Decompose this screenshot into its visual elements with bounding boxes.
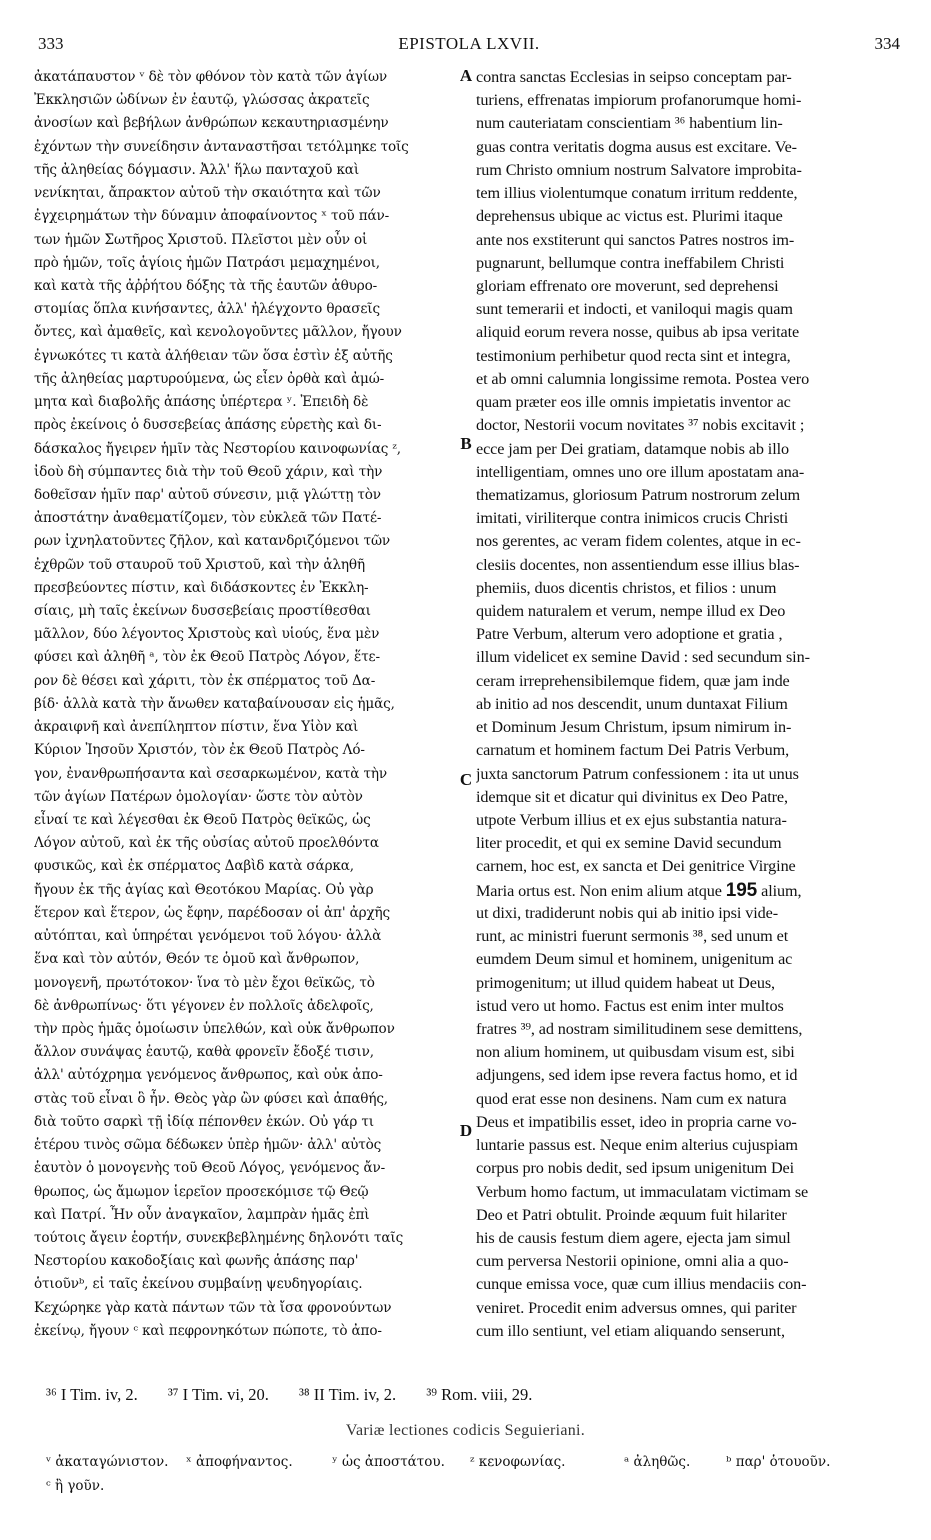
greek-line: ἕτερον καὶ ἕτερον, ὡς ἔφην, παρέδοσαν οἱ ἀπ' ἀρχῆς (34, 904, 391, 921)
greek-line: πρὸς ἐκείνοις ὁ δυσσεβείας ἁπάσης εὑρετὴς καὶ δι- (34, 417, 382, 434)
greek-line: στομίας ὅπλα κινήσαντες, ἀλλ' ἠλέγχοντο θρασεῖς (34, 301, 380, 318)
greek-line: φυσικῶς, καὶ ἐκ σπέρματος Δαβὶδ κατὰ σάρκα, (34, 858, 354, 875)
latin-line: istud vero ut homo. Factus est enim inter multos (476, 996, 784, 1015)
greek-line: τούτοις ἄγειν ἑορτήν, συνεκβεβλημένης δηλονότι ταῖς (34, 1229, 404, 1246)
latin-line: intelligentiam, omnes uno ore illum apostatam ana- (476, 462, 805, 481)
variant-reading: ᵇ παρ' ὁτουοῦν. (726, 1454, 831, 1470)
greek-line: νενίκηται, ἄπρακτον αὐτοῦ τὴν σκαιότητα καὶ τῶν (34, 185, 381, 202)
greek-line: ἐχθρῶν τοῦ σταυροῦ τοῦ Χριστοῦ, καὶ τὴν ἀληθῆ (34, 556, 365, 573)
latin-line: carnatum et hominem factum Dei Patris Verbum, (476, 741, 790, 760)
latin-line: ceram irreprehensibilemque fidem, quæ jam inde (476, 671, 790, 690)
greek-line: ἰδοὺ δὴ σύμπαντες διὰ τὴν τοῦ Θεοῦ χάριν, καὶ τὴν (34, 463, 383, 480)
latin-line: doctor, Nestorii vocum novitates ³⁷ nobis excitavit ; (476, 416, 805, 435)
latin-line: nos gerentes, ac veram fidem colentes, atque in ec- (476, 532, 801, 551)
greek-line: ὄντες, καὶ ἀμαθεῖς, καὶ κενολογοῦντες μᾶλλον, ἤγουν (34, 324, 402, 341)
variant-reading: ᶻ κενοφωνίας. (470, 1454, 566, 1470)
page-number-right: 334 (874, 34, 900, 53)
latin-line: cum illo sentiunt, vel etiam aliquando senserunt, (476, 1321, 785, 1340)
variant-reading: ˣ ἀποφήναντος. (186, 1454, 293, 1470)
greek-line: ἀκατάπαυστον ᵛ δὲ τὸν φθόνον τὸν κατὰ τῶν ἁγίων (34, 69, 388, 85)
greek-line: τῆς ἀληθείας δόγμασιν. Ἀλλ' ἥλω πανταχοῦ καὶ (34, 161, 359, 178)
latin-line: Patre Verbum, alterum vero adoptione et gratia , (476, 625, 783, 644)
greek-line: εἶναί τε καὶ λέγεσθαι ἐκ Θεοῦ Πατρὸς θεϊκῶς, ὡς (34, 812, 371, 828)
greek-line: ρων ἰχνηλατοῦντες ζῆλον, καὶ κατανδριζόμενοι τῶν (34, 533, 391, 550)
scripture-ref: ³⁷ I Tim. vi, 20. (167, 1385, 269, 1404)
greek-line: αὐτόπται, καὶ ὑπηρέται γενόμενοι τοῦ λόγου· ἀλλὰ (34, 928, 382, 945)
latin-line: rum Christo omnium nostrum Salvatore improbita- (476, 160, 802, 179)
greek-line: ἐγνωκότες τι κατὰ ἀλήθειαν τῶν ὅσα ἐστὶν ἐξ αὐτῆς (34, 347, 393, 364)
greek-line: θρωπος, ὡς ἄμωμον ἱερεῖον προσεκόμισε τῷ Θεῷ (34, 1183, 369, 1200)
variant-readings-list (46, 1454, 896, 1476)
latin-line: corpus pro nobis dedit, sed ipsum unigenitum Dei (476, 1159, 795, 1178)
greek-line: μονογενῆ, πρωτότοκον· ἵνα τὸ μὲν ἔχοι θεϊκῶς, τὸ (34, 974, 375, 991)
latin-line: his de causis festum diem agere, ejecta jam simul (476, 1228, 791, 1247)
variant-readings-title: Variæ lectiones codicis Seguieriani. (345, 1422, 586, 1439)
latin-line: guas contra veritatis dogma ausus est excitare. Ve- (476, 137, 797, 156)
greek-line: καὶ Πατρί. Ἦν οὖν ἀναγκαῖον, λαμπρὰν ἡμᾶς ἐπὶ (34, 1206, 370, 1223)
page-header (38, 34, 900, 58)
latin-line: Deus et impatibilis esset, ideo in propria carne vo- (476, 1112, 797, 1131)
greek-line: μᾶλλον, δύο λέγοντος Χριστοὺς καὶ υἱούς, ἕνα μὲν (34, 626, 380, 643)
greek-line: Κεχώρηκε γὰρ κατὰ πάντων τῶν τὰ ἴσα φρονούντων (34, 1299, 392, 1316)
latin-line: Verbum homo factum, ut immaculatam victimam se (476, 1182, 809, 1201)
greek-line: μητα καὶ διαβολῆς ἁπάσης ὑπέρτερα ʸ. Ἐπειδὴ δὲ (34, 394, 369, 411)
latin-line: ab initio ad nos descendit, unum duntaxat Filium (476, 694, 788, 713)
latin-line: ut dixi, tradiderunt nobis qui ab initio ipsi vide- (476, 903, 778, 922)
latin-line: phemiis, duos dicentis christos, et filios : unum (476, 578, 777, 597)
scripture-references (46, 1385, 876, 1405)
greek-line: ἤγουν ἐκ τῆς ἁγίας καὶ Θεοτόκου Μαρίας. Οὐ γὰρ (34, 881, 374, 898)
greek-line: ρον δὲ θέσει καὶ χάριτι, τὸν ἐκ σπέρματος τοῦ Δα- (34, 672, 376, 689)
latin-text-column (476, 66, 896, 1343)
latin-line: contra sanctas Ecclesias in seipso conceptam par- (476, 68, 792, 86)
greek-line: φύσει καὶ ἀληθῆ ᵃ, τὸν ἐκ Θεοῦ Πατρὸς Λόγον, ἕτε- (34, 649, 380, 666)
latin-line: runt, ac ministri fuerunt sermonis ³⁸, sed unum et (476, 927, 789, 946)
latin-line: non alium hominem, ut quibusdam visum est, sibi (476, 1043, 795, 1062)
latin-line: carnem, hoc est, ex sancta et Dei genitrice Virgine (476, 857, 796, 876)
greek-line: δάσκαλος ἤγειρεν ἡμῖν τὰς Νεστορίου καινοφωνίας ᶻ, (34, 440, 401, 457)
greek-line: ἐκείνῳ, ἤγουν ᶜ καὶ πεφρονηκότων πώποτε, τὸ ἀπο- (34, 1322, 382, 1339)
latin-line: juxta sanctorum Patrum confessionem : ita ut unus (476, 764, 799, 783)
greek-line: ἐγχειρημάτων τὴν δύναμιν ἀποφαίνοντος ˣ τοῦ πάν- (34, 208, 390, 225)
latin-line: fratres ³⁹, ad nostram similitudinem sese demittens, (476, 1019, 803, 1038)
margin-marker-c: C (459, 770, 473, 789)
greek-line: ὁτιοῦνᵇ, εἰ ταῖς ἐκείνου συμβαίνῃ ψευδηγορίαις. (34, 1276, 363, 1293)
greek-line: ἑαυτὸν ὁ μονογενὴς τοῦ Θεοῦ Λόγος, γενόμενος ἄν- (34, 1160, 386, 1177)
latin-line: liter procedit, et qui ex semine David secundum (476, 834, 782, 853)
latin-line: tem illius violentumque conatum irritum reddente, (476, 184, 798, 203)
latin-line: quidem naturalem et verum, nempe illud ex Deo (476, 602, 786, 621)
variant-reading: ʸ ὡς ἀποστάτου. (332, 1454, 445, 1470)
latin-line: clesiis docentes, non assentiendum esse illius blas- (476, 555, 800, 574)
latin-line: Maria ortus est. Non enim alium atque 195 alium, (476, 879, 802, 901)
greek-line: πρεσβεύοντες πίστιν, καὶ διδάσκοντες ἐν Ἐκκλη- (34, 579, 369, 596)
greek-line: στὰς τοῦ εἶναι ὃ ἦν. Θεὸς γὰρ ὢν φύσει καὶ ἀπαθής, (34, 1090, 388, 1107)
margin-marker-b: B (460, 434, 472, 453)
inline-column-number: 195 (725, 879, 758, 901)
greek-line: Ἐκκλησιῶν ὠδίνων ἐν ἑαυτῷ, γλώσσας ἀκρατεῖς (34, 92, 370, 109)
greek-line: τῆς ἀληθείας μαρτυρούμενα, ὡς εἶεν ὀρθὰ καὶ ἀμώ- (34, 370, 385, 387)
greek-line: Νεστορίου κακοδοξίαις καὶ φωνῆς ἁπάσης παρ' (34, 1253, 359, 1270)
greek-line: ἕνα καὶ τὸν αὐτόν, Θεόν τε ὁμοῦ καὶ ἄνθρωπον, (34, 951, 360, 968)
greek-line: βίδ· ἀλλὰ κατὰ τὴν ἄνωθεν καταβαίνουσαν εἰς ἡμᾶς, (34, 695, 395, 712)
greek-line: γον, ἐνανθρωπήσαντα καὶ σεσαρκωμένον, κατὰ τὴν (34, 765, 387, 782)
greek-line: τῶν ἁγίων Πατέρων ὁμολογίαν· ὥστε τὸν αὐτὸν (34, 788, 363, 805)
page-number-left: 333 (38, 34, 64, 53)
latin-line: quam præter eos ille omnis impietatis inventor ac (476, 393, 791, 412)
latin-line: et Dominum Jesum Christum, ipsum nimirum in- (476, 718, 792, 737)
greek-line: ἐχόντων τὴν συνείδησιν ἀνταναστῆσαι τετόλμηκε τοῖς (34, 138, 409, 155)
latin-line: testimonium perhibetur quod recta sint et integra, (476, 346, 791, 365)
latin-line: Deo et Patri obtulit. Proinde æquum fuit hilariter (476, 1205, 787, 1224)
latin-line: deprehensus ubique ac victus est. Plurimi itaque (476, 207, 783, 226)
greek-line: τὴν πρὸς ἡμᾶς ὁμοίωσιν ὑπελθών, καὶ οὐκ ἄνθρωπον (34, 1020, 395, 1037)
latin-line: illum videlicet ex semine David : sed secundum sin- (476, 648, 810, 667)
latin-line: aliquid eorum revera nosse, quibus ab ipsa veritate (476, 323, 800, 342)
greek-line: ἑτέρου τινὸς σῶμα δέδωκεν ὑπὲρ ἡμῶν· ἀλλ' αὐτὸς (34, 1137, 382, 1154)
latin-line: thematizamus, gloriosum Patrum nostrorum zelum (476, 485, 801, 504)
running-title: EPISTOLA LXVII. (398, 34, 540, 53)
greek-line: ἀκραιφνῆ καὶ ἀνεπίληπτον πίστιν, ἕνα Υἱὸν καὶ (34, 719, 359, 736)
latin-line: ante nos exstiterunt qui sanctos Patres nostros im- (476, 230, 795, 249)
greek-line: δοθεῖσαν ἡμῖν παρ' αὐτοῦ σύνεσιν, μιᾷ γλώττῃ τὸν (34, 486, 381, 503)
latin-line: imitati, viriliterque contra inimicos crucis Christi (476, 509, 789, 528)
variant-readings-list-continued (46, 1478, 346, 1494)
variant-reading: ᶜ ἢ γοῦν. (46, 1478, 105, 1494)
variant-reading: ᵛ ἀκαταγώνιστον. (46, 1454, 169, 1470)
greek-line: ἀποστάτην ἀναθεματίζομεν, τὸν εὐκλεᾶ τῶν Πατέ- (34, 510, 382, 527)
latin-line: cunque emissa voce, quæ cum illius mendaciis con- (476, 1275, 807, 1294)
latin-line: utpote Verbum illius et ex ejus substantia natura- (476, 811, 787, 829)
latin-line: luntarie passus est. Neque enim alterius cujuspiam (476, 1136, 798, 1155)
latin-line: et ab omni calumnia longissime remota. Postea vero (476, 369, 810, 388)
latin-line: eumdem Deum simul et hominem, unigenitum ac (476, 950, 793, 969)
scripture-ref: ³⁸ II Tim. iv, 2. (298, 1385, 397, 1404)
latin-line: num cauteriatam conscientiam ³⁶ habentium lin- (476, 114, 783, 133)
latin-line: idemque sit et dicatur qui divinitus ex Deo Patre, (476, 787, 788, 806)
greek-line: ἀλλ' αὐτόχρημα γενόμενος ἄνθρωπος, καὶ οὐκ ἀπο- (34, 1067, 383, 1084)
latin-line: ecce jam per Dei gratiam, datamque nobis ab illo (476, 439, 789, 458)
greek-line: Κύριον Ἰησοῦν Χριστόν, τὸν ἐκ Θεοῦ Πατρὸς Λό- (34, 742, 365, 759)
margin-marker-a: A (459, 66, 473, 85)
greek-line: ἄλλον συνάψας ἑαυτῷ, καθὰ φρονεῖν ἔδοξέ τισιν, (34, 1044, 374, 1061)
greek-line: των ἡμῶν Σωτῆρος Χριστοῦ. Πλεῖστοι μὲν οὖν οἱ (34, 231, 368, 248)
greek-line: Λόγον αὐτοῦ, καὶ ἐκ τῆς οὐσίας αὐτοῦ προελθόντα (34, 835, 379, 852)
latin-line: pugnarunt, bellumque contra ineffabilem Christi (476, 253, 785, 272)
greek-line: δὲ ἀνθρωπίνως· ὅτι γέγονεν ἐν πολλοῖς ἀδελφοῖς, (34, 997, 374, 1014)
latin-line: cum perversa Nestorii opinione, omni alia a quo- (476, 1252, 789, 1271)
margin-marker-d: D (459, 1121, 473, 1140)
latin-line: primogenitum; ut illud quidem habeat ut Deus, (476, 973, 775, 992)
greek-line: πρὸ ἡμῶν, τοῖς ἁγίοις ἡμῶν Πατράσι μεμαχημένοι, (34, 254, 380, 271)
greek-line: διὰ τοῦτο σαρκὶ τῇ ἰδίᾳ πέπονθεν ἑκών. Οὐ γάρ τι (34, 1113, 374, 1130)
scripture-ref: ³⁹ Rom. viii, 29. (426, 1385, 533, 1404)
variant-reading: ᵃ ἀληθῶς. (624, 1454, 691, 1470)
latin-line: adjungens, sed idem ipse revera factus homo, et id (476, 1066, 798, 1085)
scripture-ref: ³⁶ I Tim. iv, 2. (46, 1385, 138, 1404)
greek-line: καὶ κατὰ τῆς ἀῤῥήτου δόξης τὰ τῆς ἑαυτῶν ἀθυρο- (34, 277, 378, 294)
latin-line: gloriam effrenato ore moverunt, sed deprehensi (476, 276, 779, 295)
greek-line: σίαις, μὴ ταῖς ἐκείνων δυσσεβείαις προστίθεσθαι (34, 603, 371, 620)
latin-line: veniret. Procedit enim adversus omnes, qui pariter (476, 1298, 797, 1317)
latin-line: turiens, effrenatas impiorum profanorumque homi- (476, 91, 802, 110)
greek-text-column (34, 66, 456, 1343)
latin-line: quod erat esse non desinens. Nam cum ex natura (476, 1089, 787, 1108)
latin-line: sunt temerarii et indocti, et vaniloqui magis quam (476, 300, 793, 319)
greek-line: ἀνοσίων καὶ βεβήλων ἀνθρώπων κεκαυτηριασμένην (34, 115, 389, 132)
